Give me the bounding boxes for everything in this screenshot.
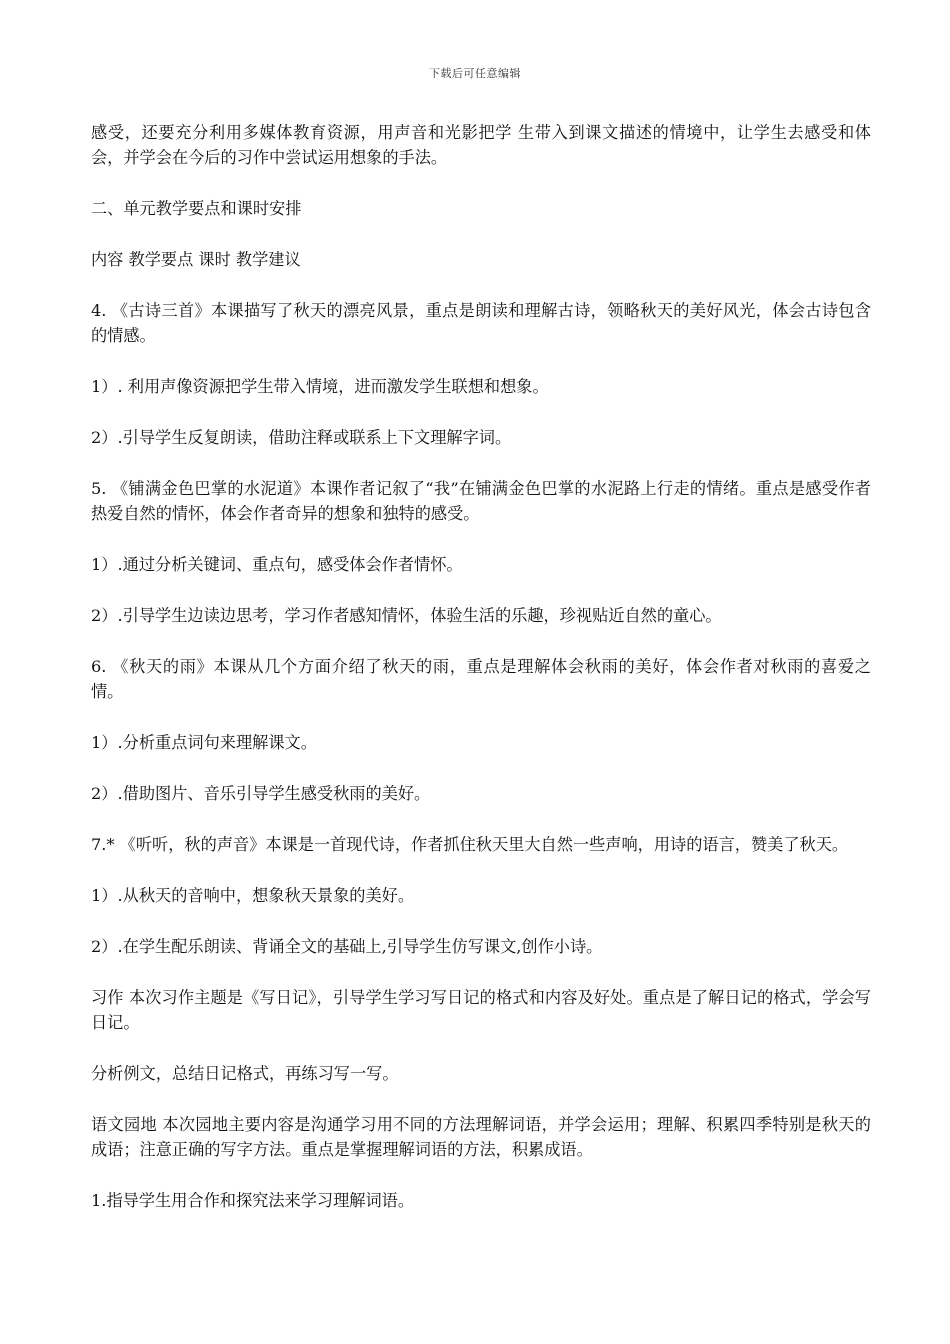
lesson-4-suggestion-2: 2）.引导学生反复朗读，借助注释或联系上下文理解字词。 [91,428,512,447]
lesson-6-suggestion-1: 1）.分析重点词句来理解课文。 [91,733,317,752]
lesson-7-summary: 7.* 《听听，秋的声音》本课是一首现代诗，作者抓住秋天里大自然一些声响，用诗的语言，赞美了秋天。 [91,835,849,854]
document-body [91,120,871,1239]
lesson-6-suggestion-2: 2）.借助图片、音乐引导学生感受秋雨的美好。 [91,784,431,803]
lesson-4-suggestion-1: 1）. 利用声像资源把学生带入情境，进而激发学生联想和想象。 [91,377,549,396]
language-garden-suggestion-1: 1.指导学生用合作和探究法来学习理解词语。 [91,1191,415,1210]
lesson-7-suggestion-2: 2）.在学生配乐朗读、背诵全文的基础上,引导学生仿写课文,创作小诗。 [91,937,603,956]
table-header-line: 内容 教学要点 课时 教学建议 [91,250,301,269]
paragraph-intro-continuation: 感受，还要充分利用多媒体教育资源，用声音和光影把学 生带入到课文描述的情境中，让学生去感受和体会，并学会在今后的习作中尝试运用想象的手法。 [91,123,871,167]
lesson-6-summary: 6. 《秋天的雨》本课从几个方面介绍了秋天的雨，重点是理解体会秋雨的美好，体会作者对秋雨的喜爱之情。 [91,657,871,701]
lesson-5-suggestion-2: 2）.引导学生边读边思考，学习作者感知情怀，体验生活的乐趣，珍视贴近自然的童心。 [91,606,722,625]
writing-suggestion: 分析例文，总结日记格式，再练习写一写。 [91,1064,399,1083]
section-heading-unit-teaching: 二、单元教学要点和课时安排 [91,199,302,218]
lesson-7-suggestion-1: 1）.从秋天的音响中，想象秋天景象的美好。 [91,886,415,905]
lesson-5-suggestion-1: 1）.通过分析关键词、重点句，感受体会作者情怀。 [91,555,463,574]
lesson-5-summary: 5. 《铺满金色巴掌的水泥道》本课作者记叙了“我”在铺满金色巴掌的水泥路上行走的情绪。重点是感受作者热爱自然的情怀，体会作者奇异的想象和独特的感受。 [91,479,871,523]
page-header: 下载后可任意编辑 [429,67,521,80]
lesson-4-summary: 4. 《古诗三首》本课描写了秋天的漂亮风景，重点是朗读和理解古诗，领略秋天的美好风光，体会古诗包含的情感。 [91,301,871,345]
language-garden-summary: 语文园地 本次园地主要内容是沟通学习用不同的方法理解词语，并学会运用；理解、积累四季特别是秋天的成语；注意正确的写字方法。重点是掌握理解词语的方法，积累成语。 [91,1115,871,1159]
writing-summary: 习作 本次习作主题是《写日记》，引导学生学习写日记的格式和内容及好处。重点是了解日记的格式，学会写日记。 [91,988,871,1032]
